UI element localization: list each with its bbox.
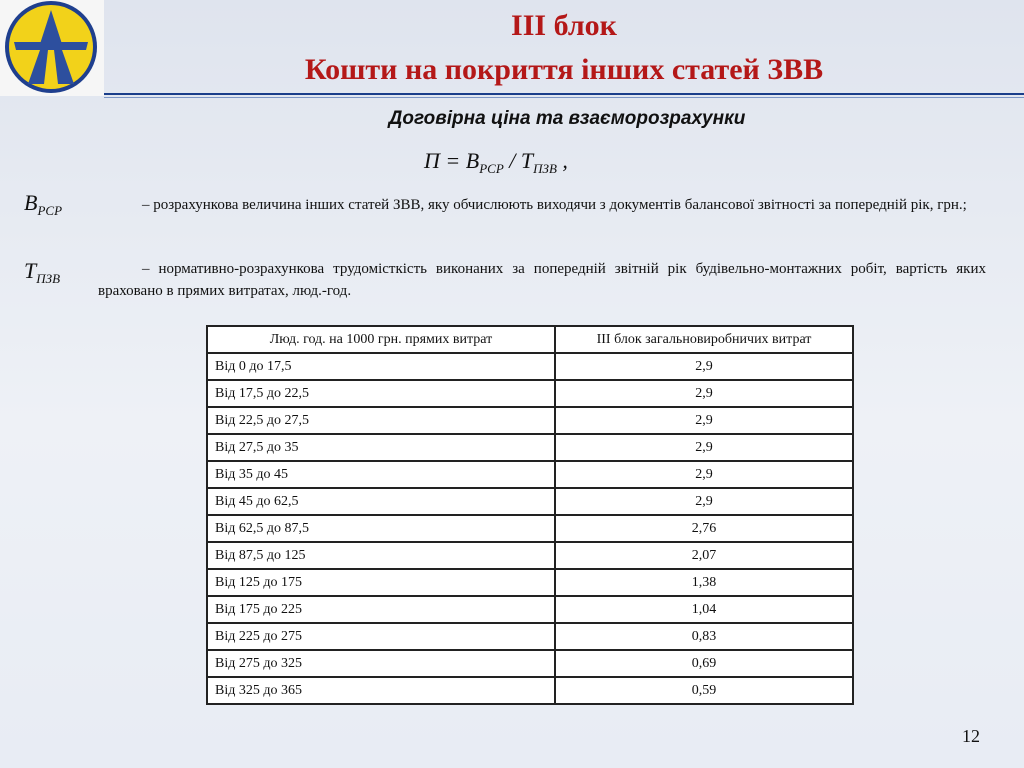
table-body bbox=[207, 353, 853, 704]
rate-cell: 0,83 bbox=[555, 623, 853, 650]
rate-cell: 2,07 bbox=[555, 542, 853, 569]
symbol-letter: В bbox=[24, 190, 38, 215]
page-number: 12 bbox=[962, 726, 980, 746]
header-divider bbox=[104, 93, 1024, 95]
table-row bbox=[207, 677, 853, 704]
range-cell: Від 22,5 до 27,5 bbox=[207, 407, 555, 434]
rate-cell: 0,69 bbox=[555, 650, 853, 677]
definition-symbol-vrsr bbox=[24, 190, 62, 219]
table-row bbox=[207, 353, 853, 380]
highway-road-logo-icon bbox=[0, 0, 104, 96]
slide-title-line2: Кошти на покриття інших статей ЗВВ bbox=[304, 53, 824, 86]
formula-var1-sub: РСР bbox=[479, 161, 504, 176]
rate-cell: 2,9 bbox=[555, 353, 853, 380]
header-divider-thin bbox=[104, 97, 1024, 98]
formula bbox=[424, 148, 568, 177]
range-cell: Від 0 до 17,5 bbox=[207, 353, 555, 380]
column-header-labor-hours: Люд. год. на 1000 грн. прямих витрат bbox=[207, 326, 555, 353]
rate-cell: 2,76 bbox=[555, 515, 853, 542]
table-row bbox=[207, 542, 853, 569]
range-cell: Від 87,5 до 125 bbox=[207, 542, 555, 569]
range-cell: Від 225 до 275 bbox=[207, 623, 555, 650]
table-header-row bbox=[207, 326, 853, 353]
slide-subtitle: Договірна ціна та взаєморозрахунки bbox=[388, 108, 746, 129]
symbol-subscript: РСР bbox=[37, 203, 63, 218]
table-row bbox=[207, 380, 853, 407]
table-row bbox=[207, 461, 853, 488]
slide-title-line1: ІІІ блок bbox=[511, 9, 617, 42]
formula-divide: / bbox=[503, 148, 521, 173]
formula-var1: В bbox=[465, 148, 480, 173]
range-cell: Від 275 до 325 bbox=[207, 650, 555, 677]
rate-cell: 1,04 bbox=[555, 596, 853, 623]
formula-var2-sub: ПЗВ bbox=[533, 161, 557, 176]
range-cell: Від 27,5 до 35 bbox=[207, 434, 555, 461]
symbol-letter: Т bbox=[24, 258, 37, 283]
rate-cell: 0,59 bbox=[555, 677, 853, 704]
overhead-rates-table bbox=[206, 325, 854, 705]
rate-cell: 2,9 bbox=[555, 488, 853, 515]
rate-cell: 2,9 bbox=[555, 461, 853, 488]
table-row bbox=[207, 407, 853, 434]
range-cell: Від 325 до 365 bbox=[207, 677, 555, 704]
formula-lhs: П bbox=[424, 148, 440, 173]
formula-equals: = bbox=[439, 148, 466, 173]
range-cell: Від 35 до 45 bbox=[207, 461, 555, 488]
table-row bbox=[207, 434, 853, 461]
rate-cell: 2,9 bbox=[555, 407, 853, 434]
definition-symbol-tpzv bbox=[24, 258, 60, 287]
table-row bbox=[207, 596, 853, 623]
table-row bbox=[207, 623, 853, 650]
formula-tail: , bbox=[556, 148, 568, 173]
definition-text-tpzv: – нормативно-розрахункова трудомісткість виконаних за попередній звітній рік будівельно-монтажних робіт, вартість яких враховано в прямих витратах, люд.-год. bbox=[98, 261, 986, 299]
rate-cell: 1,38 bbox=[555, 569, 853, 596]
table-row bbox=[207, 488, 853, 515]
rate-cell: 2,9 bbox=[555, 434, 853, 461]
range-cell: Від 175 до 225 bbox=[207, 596, 555, 623]
range-cell: Від 17,5 до 22,5 bbox=[207, 380, 555, 407]
formula-var2: Т bbox=[520, 148, 534, 173]
table-row bbox=[207, 569, 853, 596]
table-row bbox=[207, 515, 853, 542]
definition-text-vrsr: – розрахункова величина інших статей ЗВВ, яку обчислюють виходячи з документів балансової звітності за попередній рік, грн.; bbox=[142, 197, 967, 213]
range-cell: Від 45 до 62,5 bbox=[207, 488, 555, 515]
column-header-block3: ІІІ блок загальновиробничих витрат bbox=[555, 326, 853, 353]
rate-cell: 2,9 bbox=[555, 380, 853, 407]
logo bbox=[0, 0, 104, 96]
table-row bbox=[207, 650, 853, 677]
symbol-subscript: ПЗВ bbox=[36, 271, 61, 286]
range-cell: Від 125 до 175 bbox=[207, 569, 555, 596]
range-cell: Від 62,5 до 87,5 bbox=[207, 515, 555, 542]
